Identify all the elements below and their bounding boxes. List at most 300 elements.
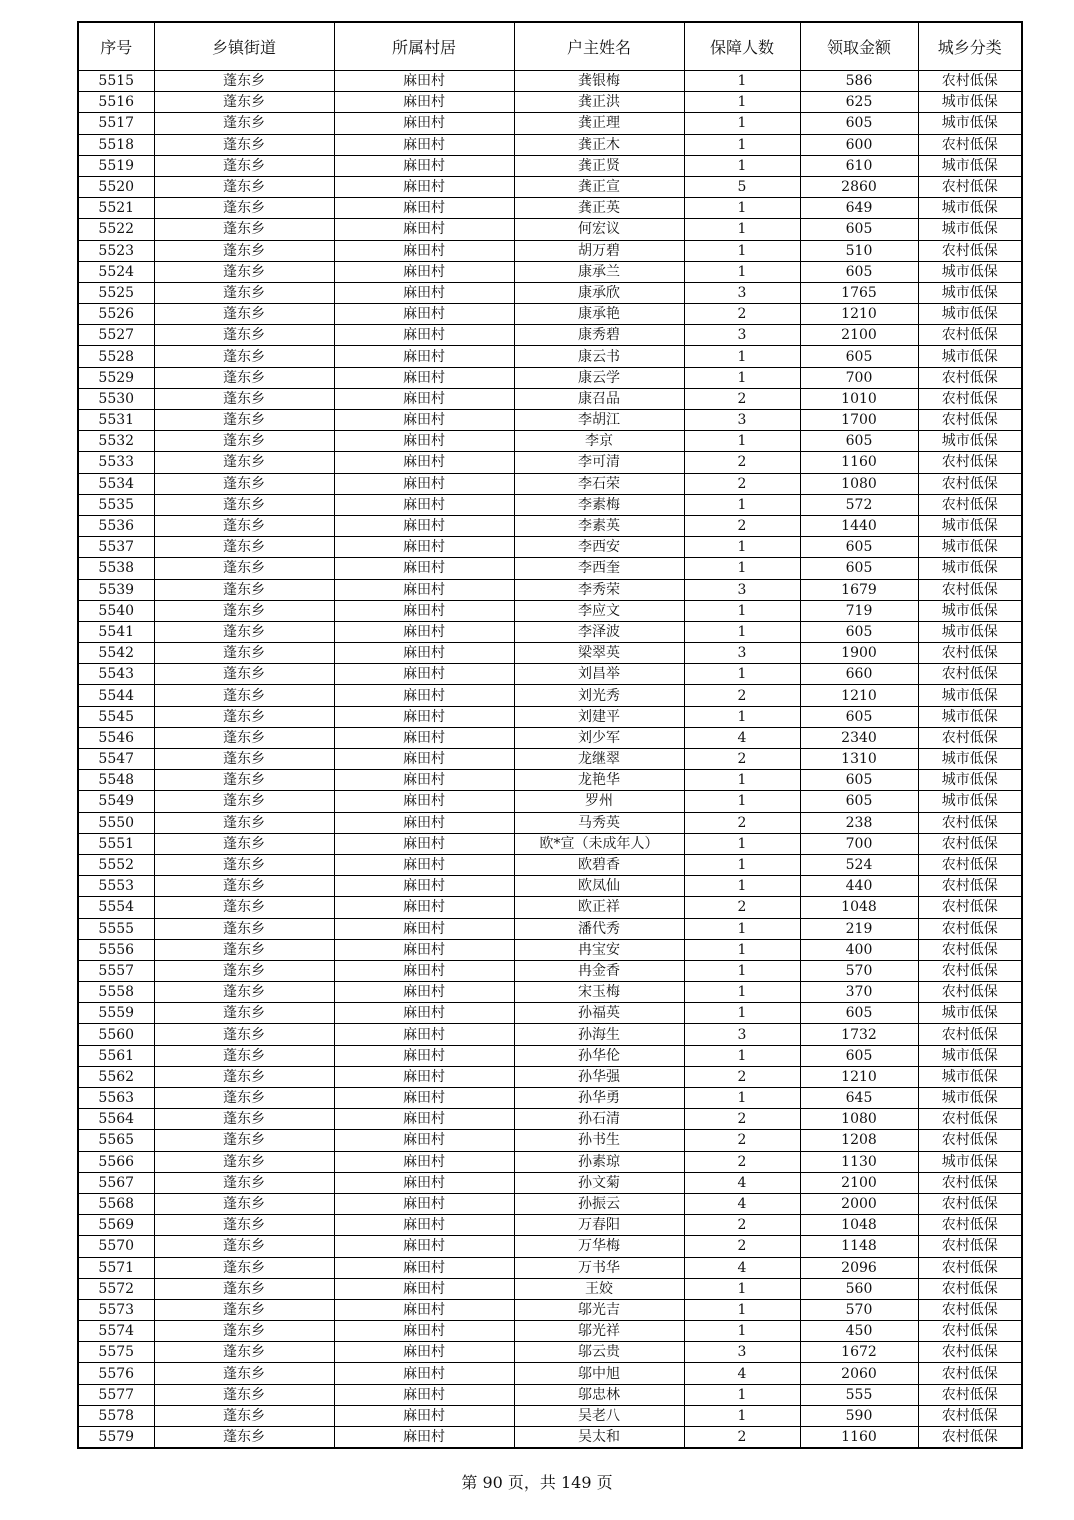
table-cell: 510 — [800, 240, 918, 261]
table-cell: 城市低保 — [918, 621, 1022, 642]
table-cell: 麻田村 — [334, 982, 514, 1003]
table-cell: 蓬东乡 — [154, 1088, 334, 1109]
table-cell: 5530 — [78, 388, 154, 409]
table-cell: 孙福英 — [514, 1003, 684, 1024]
table-row — [78, 1172, 1022, 1193]
table-row — [78, 939, 1022, 960]
table-cell: 2 — [684, 812, 800, 833]
table-cell: 蓬东乡 — [154, 685, 334, 706]
table-cell: 蓬东乡 — [154, 198, 334, 219]
table-cell: 农村低保 — [918, 473, 1022, 494]
table-cell: 农村低保 — [918, 579, 1022, 600]
table-cell: 2 — [684, 515, 800, 536]
table-row — [78, 537, 1022, 558]
table-cell: 蓬东乡 — [154, 1066, 334, 1087]
table-cell: 胡万碧 — [514, 240, 684, 261]
table-cell: 麻田村 — [334, 325, 514, 346]
table-cell: 麻田村 — [334, 515, 514, 536]
table-row — [78, 261, 1022, 282]
table-cell: 蓬东乡 — [154, 388, 334, 409]
table-cell: 万华梅 — [514, 1236, 684, 1257]
table-cell: 5521 — [78, 198, 154, 219]
table-cell: 康秀碧 — [514, 325, 684, 346]
table-cell: 龚正理 — [514, 113, 684, 134]
table-cell: 蓬东乡 — [154, 939, 334, 960]
table-cell: 1 — [684, 346, 800, 367]
table-cell: 蓬东乡 — [154, 515, 334, 536]
table-cell: 5552 — [78, 854, 154, 875]
table-cell: 625 — [800, 92, 918, 113]
table-cell: 610 — [800, 155, 918, 176]
table-row — [78, 1003, 1022, 1024]
table-cell: 5549 — [78, 791, 154, 812]
table-cell: 麻田村 — [334, 600, 514, 621]
table-row — [78, 791, 1022, 812]
table-cell: 1 — [684, 558, 800, 579]
table-cell: 蓬东乡 — [154, 643, 334, 664]
table-row — [78, 346, 1022, 367]
table-cell: 麻田村 — [334, 664, 514, 685]
table-cell: 5533 — [78, 452, 154, 473]
table-cell: 农村低保 — [918, 833, 1022, 854]
table-cell: 605 — [800, 1003, 918, 1024]
table-cell: 1 — [684, 71, 800, 92]
table-cell: 2 — [684, 452, 800, 473]
table-cell: 蓬东乡 — [154, 770, 334, 791]
table-cell: 660 — [800, 664, 918, 685]
table-cell: 李西奎 — [514, 558, 684, 579]
header-cell: 保障人数 — [684, 22, 800, 71]
table-cell: 农村低保 — [918, 1109, 1022, 1130]
table-cell: 麻田村 — [334, 1088, 514, 1109]
table-cell: 440 — [800, 876, 918, 897]
table-cell: 5577 — [78, 1384, 154, 1405]
table-cell: 蓬东乡 — [154, 325, 334, 346]
table-cell: 李可清 — [514, 452, 684, 473]
table-cell: 5522 — [78, 219, 154, 240]
table-cell: 麻田村 — [334, 1236, 514, 1257]
table-cell: 麻田村 — [334, 1109, 514, 1130]
table-cell: 蓬东乡 — [154, 1405, 334, 1426]
table-cell: 农村低保 — [918, 812, 1022, 833]
table-cell: 1 — [684, 113, 800, 134]
table-cell: 600 — [800, 134, 918, 155]
table-cell: 康承欣 — [514, 282, 684, 303]
table-cell: 1679 — [800, 579, 918, 600]
table-cell: 719 — [800, 600, 918, 621]
table-row — [78, 579, 1022, 600]
table-cell: 5575 — [78, 1342, 154, 1363]
header-cell: 城乡分类 — [918, 22, 1022, 71]
table-cell: 1210 — [800, 685, 918, 706]
table-row — [78, 452, 1022, 473]
table-cell: 570 — [800, 960, 918, 981]
table-cell: 麻田村 — [334, 346, 514, 367]
table-cell: 麻田村 — [334, 1321, 514, 1342]
table-cell: 605 — [800, 791, 918, 812]
table-cell: 1 — [684, 240, 800, 261]
table-cell: 5561 — [78, 1045, 154, 1066]
table-row — [78, 982, 1022, 1003]
table-cell: 1 — [684, 261, 800, 282]
table-cell: 麻田村 — [334, 198, 514, 219]
table-cell: 蓬东乡 — [154, 113, 334, 134]
table-cell: 5519 — [78, 155, 154, 176]
table-cell: 450 — [800, 1321, 918, 1342]
table-cell: 麻田村 — [334, 558, 514, 579]
table-cell: 农村低保 — [918, 643, 1022, 664]
table-cell: 麻田村 — [334, 134, 514, 155]
table-cell: 李西安 — [514, 537, 684, 558]
table-cell: 605 — [800, 1045, 918, 1066]
table-cell: 麻田村 — [334, 643, 514, 664]
table-cell: 农村低保 — [918, 452, 1022, 473]
table-cell: 农村低保 — [918, 240, 1022, 261]
table-cell: 蓬东乡 — [154, 749, 334, 770]
table-cell: 农村低保 — [918, 1236, 1022, 1257]
table-row — [78, 1130, 1022, 1151]
table-cell: 农村低保 — [918, 876, 1022, 897]
table-cell: 麻田村 — [334, 749, 514, 770]
table-cell: 1 — [684, 219, 800, 240]
table-cell: 龚正贤 — [514, 155, 684, 176]
table-cell: 605 — [800, 431, 918, 452]
table-cell: 5539 — [78, 579, 154, 600]
table-cell: 李胡江 — [514, 410, 684, 431]
table-cell: 蓬东乡 — [154, 1299, 334, 1320]
table-cell: 1 — [684, 1045, 800, 1066]
table-cell: 1160 — [800, 1427, 918, 1449]
table-cell: 麻田村 — [334, 770, 514, 791]
table-row — [78, 1278, 1022, 1299]
table-cell: 麻田村 — [334, 388, 514, 409]
table-cell: 麻田村 — [334, 1384, 514, 1405]
table-cell: 5516 — [78, 92, 154, 113]
table-cell: 4 — [684, 1193, 800, 1214]
table-cell: 1 — [684, 621, 800, 642]
table-cell: 龚正宣 — [514, 176, 684, 197]
table-cell: 1010 — [800, 388, 918, 409]
table-cell: 蓬东乡 — [154, 1151, 334, 1172]
header-cell: 序号 — [78, 22, 154, 71]
table-cell: 蓬东乡 — [154, 833, 334, 854]
table-cell: 欧碧香 — [514, 854, 684, 875]
table-cell: 蓬东乡 — [154, 1215, 334, 1236]
table-row — [78, 431, 1022, 452]
table-cell: 2 — [684, 473, 800, 494]
table-cell: 城市低保 — [918, 770, 1022, 791]
table-cell: 冉宝安 — [514, 939, 684, 960]
table-cell: 2340 — [800, 727, 918, 748]
table-cell: 城市低保 — [918, 1088, 1022, 1109]
table-cell: 5 — [684, 176, 800, 197]
table-row — [78, 812, 1022, 833]
table-cell: 麻田村 — [334, 876, 514, 897]
table-cell: 700 — [800, 367, 918, 388]
table-cell: 5517 — [78, 113, 154, 134]
table-cell: 邬光吉 — [514, 1299, 684, 1320]
table-cell: 蓬东乡 — [154, 727, 334, 748]
table-cell: 5579 — [78, 1427, 154, 1449]
table-cell: 麻田村 — [334, 1024, 514, 1045]
table-cell: 1700 — [800, 410, 918, 431]
table-cell: 孙华伦 — [514, 1045, 684, 1066]
table-cell: 康承兰 — [514, 261, 684, 282]
table-cell: 1080 — [800, 1109, 918, 1130]
table-cell: 2060 — [800, 1363, 918, 1384]
table-cell: 5532 — [78, 431, 154, 452]
table-cell: 麻田村 — [334, 918, 514, 939]
table-cell: 5572 — [78, 1278, 154, 1299]
table-cell: 1672 — [800, 1342, 918, 1363]
table-cell: 农村低保 — [918, 1193, 1022, 1214]
table-cell: 5531 — [78, 410, 154, 431]
table-cell: 蓬东乡 — [154, 960, 334, 981]
table-cell: 农村低保 — [918, 1299, 1022, 1320]
table-cell: 1 — [684, 1405, 800, 1426]
table-cell: 586 — [800, 71, 918, 92]
table-cell: 农村低保 — [918, 1278, 1022, 1299]
table-cell: 560 — [800, 1278, 918, 1299]
page-footer: 第 90 页，共 149 页 — [461, 1473, 613, 1492]
table-cell: 5541 — [78, 621, 154, 642]
table-cell: 1732 — [800, 1024, 918, 1045]
table-row — [78, 240, 1022, 261]
table-cell: 龚正英 — [514, 198, 684, 219]
table-cell: 2 — [684, 1151, 800, 1172]
table-cell: 麻田村 — [334, 833, 514, 854]
table-cell: 农村低保 — [918, 367, 1022, 388]
table-cell: 孙石清 — [514, 1109, 684, 1130]
table-cell: 刘建平 — [514, 706, 684, 727]
table-cell: 570 — [800, 1299, 918, 1320]
table-cell: 麻田村 — [334, 706, 514, 727]
table-cell: 麻田村 — [334, 1257, 514, 1278]
table-cell: 5570 — [78, 1236, 154, 1257]
table-cell: 1440 — [800, 515, 918, 536]
table-cell: 王姣 — [514, 1278, 684, 1299]
table-cell: 1160 — [800, 452, 918, 473]
table-row — [78, 515, 1022, 536]
table-row — [78, 198, 1022, 219]
table-cell: 5518 — [78, 134, 154, 155]
table-cell: 康云书 — [514, 346, 684, 367]
table-cell: 麻田村 — [334, 897, 514, 918]
table-cell: 麻田村 — [334, 155, 514, 176]
table-cell: 2 — [684, 685, 800, 706]
table-cell: 5543 — [78, 664, 154, 685]
table-cell: 何宏议 — [514, 219, 684, 240]
table-row — [78, 854, 1022, 875]
table-cell: 5574 — [78, 1321, 154, 1342]
table-row — [78, 1363, 1022, 1384]
table-cell: 麻田村 — [334, 240, 514, 261]
table-cell: 马秀英 — [514, 812, 684, 833]
table-cell: 李应文 — [514, 600, 684, 621]
table-cell: 5573 — [78, 1299, 154, 1320]
table-cell: 蓬东乡 — [154, 537, 334, 558]
table-cell: 邬中旭 — [514, 1363, 684, 1384]
table-cell: 蓬东乡 — [154, 1427, 334, 1449]
table-cell: 3 — [684, 643, 800, 664]
table-cell: 1208 — [800, 1130, 918, 1151]
table-cell: 麻田村 — [334, 1363, 514, 1384]
table-cell: 蓬东乡 — [154, 367, 334, 388]
table-cell: 5565 — [78, 1130, 154, 1151]
table-cell: 1765 — [800, 282, 918, 303]
table-cell: 麻田村 — [334, 727, 514, 748]
table-cell: 麻田村 — [334, 854, 514, 875]
table-cell: 农村低保 — [918, 1024, 1022, 1045]
table-row — [78, 876, 1022, 897]
table-cell: 2860 — [800, 176, 918, 197]
table-cell: 农村低保 — [918, 960, 1022, 981]
table-cell: 蓬东乡 — [154, 664, 334, 685]
table-row — [78, 1151, 1022, 1172]
table-cell: 1 — [684, 92, 800, 113]
table-cell: 1048 — [800, 1215, 918, 1236]
table-cell: 605 — [800, 706, 918, 727]
table-cell: 1210 — [800, 1066, 918, 1087]
table-cell: 5564 — [78, 1109, 154, 1130]
table-cell: 蓬东乡 — [154, 155, 334, 176]
table-cell: 麻田村 — [334, 494, 514, 515]
table-cell: 4 — [684, 1257, 800, 1278]
table-cell: 蓬东乡 — [154, 558, 334, 579]
table-cell: 李石荣 — [514, 473, 684, 494]
table-cell: 1130 — [800, 1151, 918, 1172]
table-row — [78, 155, 1022, 176]
table-cell: 邬忠林 — [514, 1384, 684, 1405]
table-cell: 农村低保 — [918, 939, 1022, 960]
low-income-table — [77, 21, 1023, 1449]
table-cell: 蓬东乡 — [154, 1257, 334, 1278]
table-cell: 蓬东乡 — [154, 473, 334, 494]
table-cell: 蓬东乡 — [154, 176, 334, 197]
table-cell: 刘光秀 — [514, 685, 684, 706]
table-cell: 5546 — [78, 727, 154, 748]
table-cell: 吴老八 — [514, 1405, 684, 1426]
table-cell: 李秀荣 — [514, 579, 684, 600]
table-cell: 城市低保 — [918, 558, 1022, 579]
table-cell: 麻田村 — [334, 113, 514, 134]
table-cell: 麻田村 — [334, 1215, 514, 1236]
table-cell: 孙振云 — [514, 1193, 684, 1214]
table-cell: 1 — [684, 918, 800, 939]
table-cell: 城市低保 — [918, 600, 1022, 621]
table-cell: 李泽波 — [514, 621, 684, 642]
table-cell: 蓬东乡 — [154, 982, 334, 1003]
table-cell: 1 — [684, 982, 800, 1003]
table-cell: 麻田村 — [334, 579, 514, 600]
table-row — [78, 643, 1022, 664]
table-row — [78, 600, 1022, 621]
table-cell: 孙海生 — [514, 1024, 684, 1045]
table-cell: 700 — [800, 833, 918, 854]
table-cell: 1 — [684, 770, 800, 791]
table-cell: 5555 — [78, 918, 154, 939]
table-cell: 城市低保 — [918, 791, 1022, 812]
table-cell: 孙素琼 — [514, 1151, 684, 1172]
table-cell: 3 — [684, 1342, 800, 1363]
table-cell: 城市低保 — [918, 685, 1022, 706]
table-cell: 1 — [684, 198, 800, 219]
table-cell: 5524 — [78, 261, 154, 282]
table-cell: 1 — [684, 1088, 800, 1109]
table-cell: 蓬东乡 — [154, 261, 334, 282]
table-cell: 蓬东乡 — [154, 304, 334, 325]
table-cell: 蓬东乡 — [154, 410, 334, 431]
table-cell: 1048 — [800, 897, 918, 918]
table-cell: 龙艳华 — [514, 770, 684, 791]
table-cell: 572 — [800, 494, 918, 515]
table-row — [78, 113, 1022, 134]
table-row — [78, 1215, 1022, 1236]
table-cell: 麻田村 — [334, 304, 514, 325]
table-cell: 3 — [684, 325, 800, 346]
table-row — [78, 1342, 1022, 1363]
table-cell: 城市低保 — [918, 1066, 1022, 1087]
table-row — [78, 219, 1022, 240]
table-row — [78, 134, 1022, 155]
table-cell: 欧*宣（未成年人） — [514, 833, 684, 854]
table-cell: 蓬东乡 — [154, 1193, 334, 1214]
table-cell: 城市低保 — [918, 113, 1022, 134]
table-cell: 238 — [800, 812, 918, 833]
table-cell: 农村低保 — [918, 1172, 1022, 1193]
table-cell: 农村低保 — [918, 1257, 1022, 1278]
table-cell: 蓬东乡 — [154, 854, 334, 875]
table-row — [78, 367, 1022, 388]
table-row — [78, 1193, 1022, 1214]
table-cell: 5528 — [78, 346, 154, 367]
table-cell: 蓬东乡 — [154, 1130, 334, 1151]
table-cell: 1310 — [800, 749, 918, 770]
table-cell: 麻田村 — [334, 537, 514, 558]
table-row — [78, 706, 1022, 727]
table-cell: 1 — [684, 134, 800, 155]
table-cell: 蓬东乡 — [154, 579, 334, 600]
table-cell: 5527 — [78, 325, 154, 346]
table-cell: 麻田村 — [334, 431, 514, 452]
table-cell: 城市低保 — [918, 1003, 1022, 1024]
table-cell: 1148 — [800, 1236, 918, 1257]
table-cell: 麻田村 — [334, 410, 514, 431]
table-cell: 城市低保 — [918, 706, 1022, 727]
table-cell: 1210 — [800, 304, 918, 325]
table-cell: 5538 — [78, 558, 154, 579]
table-cell: 5560 — [78, 1024, 154, 1045]
table-cell: 麻田村 — [334, 1003, 514, 1024]
table-cell: 5534 — [78, 473, 154, 494]
table-cell: 5571 — [78, 1257, 154, 1278]
table-cell: 蓬东乡 — [154, 621, 334, 642]
table-cell: 605 — [800, 537, 918, 558]
table-cell: 1 — [684, 537, 800, 558]
table-cell: 刘昌举 — [514, 664, 684, 685]
table-cell: 1 — [684, 833, 800, 854]
table-cell: 2 — [684, 1130, 800, 1151]
table-cell: 5536 — [78, 515, 154, 536]
table-cell: 龚银梅 — [514, 71, 684, 92]
table-cell: 1 — [684, 1384, 800, 1405]
table-cell: 5559 — [78, 1003, 154, 1024]
table-cell: 蓬东乡 — [154, 812, 334, 833]
table-cell: 1 — [684, 1321, 800, 1342]
table-cell: 1 — [684, 367, 800, 388]
table-row — [78, 558, 1022, 579]
table-cell: 3 — [684, 282, 800, 303]
